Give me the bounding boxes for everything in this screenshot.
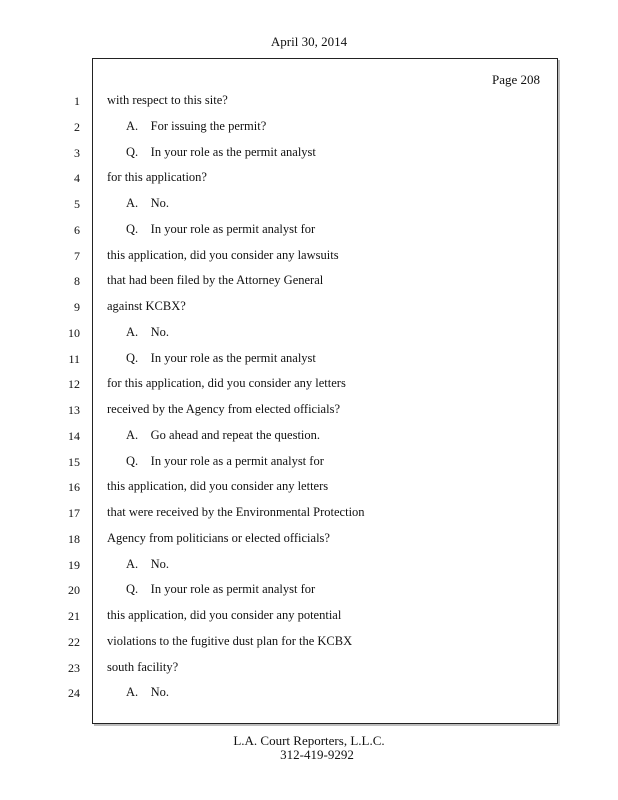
line-number: 4 <box>74 171 80 185</box>
line-number: 15 <box>68 455 80 469</box>
transcript-line-text: A. Go ahead and repeat the question. <box>126 428 321 442</box>
transcript-line-text: Q. In your role as the permit analyst <box>126 351 316 365</box>
transcript-line-text: Q. In your role as a permit analyst for <box>126 454 324 468</box>
line-number: 19 <box>68 558 80 572</box>
footer-phone: 312-419-9292 <box>280 747 354 762</box>
line-number: 7 <box>74 249 80 263</box>
transcript-line-text: with respect to this site? <box>107 93 228 107</box>
transcript-line-text: A. No. <box>126 685 170 699</box>
transcript-line-text: against KCBX? <box>107 299 186 313</box>
line-number: 17 <box>68 506 80 520</box>
transcript-line-text: that had been filed by the Attorney General <box>107 273 324 287</box>
line-number: 12 <box>68 377 80 391</box>
line-number: 10 <box>68 326 80 340</box>
transcript-line-text: A. For issuing the permit? <box>126 119 267 133</box>
transcript-line-text: this application, did you consider any lawsuits <box>107 248 339 262</box>
line-number: 24 <box>68 686 80 700</box>
transcript-line-text: Q. In your role as the permit analyst <box>126 145 316 159</box>
transcript-line-text: this application, did you consider any potential <box>107 608 342 622</box>
transcript-line-text: south facility? <box>107 660 179 674</box>
line-number: 3 <box>74 146 80 160</box>
line-number: 16 <box>68 480 80 494</box>
line-number: 21 <box>68 609 80 623</box>
line-number: 14 <box>68 429 80 443</box>
line-number: 1 <box>74 94 80 108</box>
transcript-line-text: this application, did you consider any letters <box>107 479 329 493</box>
line-number: 5 <box>74 197 80 211</box>
line-number: 6 <box>74 223 80 237</box>
line-number: 20 <box>68 583 80 597</box>
transcript-line-text: A. No. <box>126 557 170 571</box>
line-number: 2 <box>74 120 80 134</box>
line-number: 8 <box>74 274 80 288</box>
page-number: Page 208 <box>491 72 540 87</box>
transcript-line-text: for this application? <box>107 170 207 184</box>
line-number: 23 <box>68 661 80 675</box>
line-number: 9 <box>74 300 80 314</box>
header-date: April 30, 2014 <box>270 34 348 49</box>
transcript-line-text: received by the Agency from elected officials? <box>107 402 340 416</box>
transcript-line-text: Q. In your role as permit analyst for <box>126 222 316 236</box>
transcript-line-text: Agency from politicians or elected officials? <box>107 531 330 545</box>
footer-company: L.A. Court Reporters, L.L.C. <box>233 733 385 748</box>
line-number: 13 <box>68 403 80 417</box>
transcript-line-text: A. No. <box>126 196 170 210</box>
line-number: 11 <box>68 352 80 366</box>
line-number: 22 <box>68 635 80 649</box>
transcript-line-text: A. No. <box>126 325 170 339</box>
transcript-line-text: violations to the fugitive dust plan for the KCBX <box>107 634 353 648</box>
line-number: 18 <box>68 532 80 546</box>
transcript-line-text: Q. In your role as permit analyst for <box>126 582 316 596</box>
transcript-line-text: for this application, did you consider any letters <box>107 376 346 390</box>
transcript-line-text: that were received by the Environmental Protection <box>107 505 365 519</box>
